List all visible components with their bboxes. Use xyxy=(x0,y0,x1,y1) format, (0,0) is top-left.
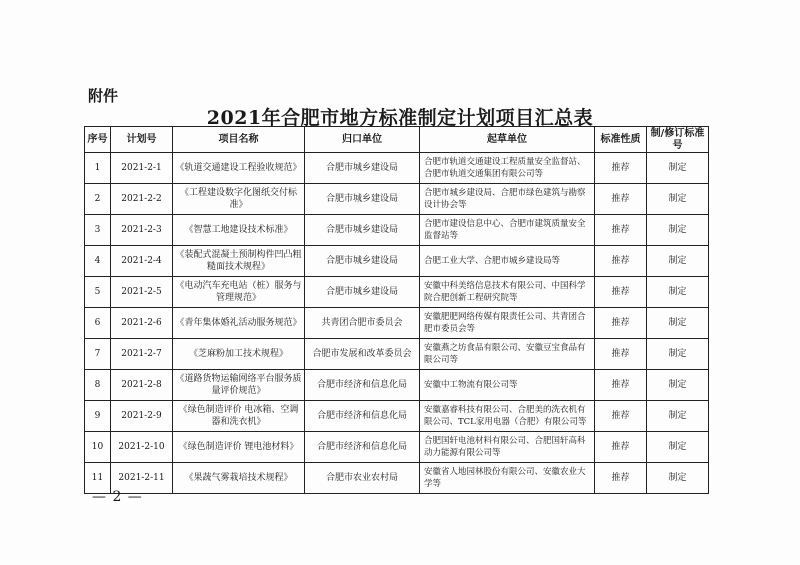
plan-number-cell: 2021-2-11 xyxy=(111,463,173,494)
plan-number-cell: 2021-2-6 xyxy=(111,308,173,339)
row-number-cell: 7 xyxy=(85,339,111,370)
standard-nature-cell: 推荐 xyxy=(595,153,647,184)
project-name-cell: 《智慧工地建设技术标准》 xyxy=(173,215,305,246)
responsible-unit-cell: 合肥市经济和信息化局 xyxy=(305,401,420,432)
plan-number-cell: 2021-2-8 xyxy=(111,370,173,401)
revision-type-cell: 制定 xyxy=(647,463,709,494)
plan-number-cell: 2021-2-5 xyxy=(111,277,173,308)
table-header-row xyxy=(85,127,709,153)
column-header-drafting-unit: 起草单位 xyxy=(420,127,595,153)
row-number-cell: 11 xyxy=(85,463,111,494)
page-number: — 2 — xyxy=(92,489,143,505)
row-number-cell: 2 xyxy=(85,184,111,215)
revision-type-cell: 制定 xyxy=(647,401,709,432)
revision-type-cell: 制定 xyxy=(647,184,709,215)
drafting-unit-cell: 安徽中工物流有限公司等 xyxy=(420,370,595,401)
column-header-no: 序号 xyxy=(85,127,111,153)
table-row xyxy=(85,370,709,401)
drafting-unit-cell: 安徽燕之坊食品有限公司、安徽豆宝食品有限公司等 xyxy=(420,339,595,370)
table-row xyxy=(85,339,709,370)
revision-type-cell: 制定 xyxy=(647,308,709,339)
plan-number-cell: 2021-2-7 xyxy=(111,339,173,370)
table-row xyxy=(85,246,709,277)
plan-number-cell: 2021-2-1 xyxy=(111,153,173,184)
table-row xyxy=(85,215,709,246)
table-row xyxy=(85,153,709,184)
row-number-cell: 4 xyxy=(85,246,111,277)
project-name-cell: 《青年集体婚礼活动服务规范》 xyxy=(173,308,305,339)
revision-type-cell: 制定 xyxy=(647,215,709,246)
project-name-cell: 《绿色制造评价 电冰箱、空调器和洗衣机》 xyxy=(173,401,305,432)
plan-number-cell: 2021-2-10 xyxy=(111,432,173,463)
project-name-cell: 《轨道交通建设工程验收规范》 xyxy=(173,153,305,184)
plan-number-cell: 2021-2-3 xyxy=(111,215,173,246)
project-name-cell: 《工程建设数字化图纸交付标准》 xyxy=(173,184,305,215)
drafting-unit-cell: 安徽中科美络信息技术有限公司、中国科学院合肥创新工程研究院等 xyxy=(420,277,595,308)
revision-type-cell: 制定 xyxy=(647,432,709,463)
project-name-cell: 《装配式混凝土预制构件凹凸粗糙面技术规程》 xyxy=(173,246,305,277)
responsible-unit-cell: 合肥市经济和信息化局 xyxy=(305,370,420,401)
revision-type-cell: 制定 xyxy=(647,370,709,401)
standard-nature-cell: 推荐 xyxy=(595,370,647,401)
standard-nature-cell: 推荐 xyxy=(595,246,647,277)
responsible-unit-cell: 合肥市城乡建设局 xyxy=(305,184,420,215)
drafting-unit-cell: 合肥市轨道交通建设工程质量安全监督站、合肥市轨道交通集团有限公司等 xyxy=(420,153,595,184)
revision-type-cell: 制定 xyxy=(647,153,709,184)
standard-nature-cell: 推荐 xyxy=(595,432,647,463)
revision-type-cell: 制定 xyxy=(647,246,709,277)
standard-nature-cell: 推荐 xyxy=(595,215,647,246)
table-row xyxy=(85,432,709,463)
responsible-unit-cell: 合肥市经济和信息化局 xyxy=(305,432,420,463)
table-row xyxy=(85,184,709,215)
project-name-cell: 《果蔬气雾栽培技术规程》 xyxy=(173,463,305,494)
revision-type-cell: 制定 xyxy=(647,277,709,308)
plan-number-cell: 2021-2-9 xyxy=(111,401,173,432)
column-header-revision-type: 制/修订标准号 xyxy=(647,127,709,153)
column-header-plan-no: 计划号 xyxy=(111,127,173,153)
row-number-cell: 1 xyxy=(85,153,111,184)
drafting-unit-cell: 合肥工业大学、合肥市城乡建设局等 xyxy=(420,246,595,277)
responsible-unit-cell: 共青团合肥市委员会 xyxy=(305,308,420,339)
standard-nature-cell: 推荐 xyxy=(595,277,647,308)
project-name-cell: 《电动汽车充电站（桩）服务与管理规范》 xyxy=(173,277,305,308)
responsible-unit-cell: 合肥市城乡建设局 xyxy=(305,277,420,308)
plan-number-cell: 2021-2-2 xyxy=(111,184,173,215)
table-row xyxy=(85,401,709,432)
standard-nature-cell: 推荐 xyxy=(595,184,647,215)
drafting-unit-cell: 安徽省人地园林股份有限公司、安徽农业大学等 xyxy=(420,463,595,494)
row-number-cell: 8 xyxy=(85,370,111,401)
standard-nature-cell: 推荐 xyxy=(595,463,647,494)
project-name-cell: 《道路货物运输网络平台服务质量评价规范》 xyxy=(173,370,305,401)
responsible-unit-cell: 合肥市城乡建设局 xyxy=(305,153,420,184)
drafting-unit-cell: 合肥国轩电池材料有限公司、合肥国轩高科动力能源有限公司等 xyxy=(420,432,595,463)
page-title: 2021年合肥市地方标准制定计划项目汇总表 xyxy=(206,107,594,129)
responsible-unit-cell: 合肥市城乡建设局 xyxy=(305,246,420,277)
row-number-cell: 9 xyxy=(85,401,111,432)
attachment-label: 附件 xyxy=(88,87,119,105)
table-row xyxy=(85,308,709,339)
drafting-unit-cell: 安徽嘉睿科技有限公司、合肥美的洗衣机有限公司、TCL家用电器（合肥）有限公司等 xyxy=(420,401,595,432)
drafting-unit-cell: 合肥市城乡建设局、合肥市绿色建筑与勘察设计协会等 xyxy=(420,184,595,215)
standard-nature-cell: 推荐 xyxy=(595,308,647,339)
row-number-cell: 6 xyxy=(85,308,111,339)
project-name-cell: 《绿色制造评价 锂电池材料》 xyxy=(173,432,305,463)
responsible-unit-cell: 合肥市发展和改革委员会 xyxy=(305,339,420,370)
column-header-responsible-unit: 归口单位 xyxy=(305,127,420,153)
standard-nature-cell: 推荐 xyxy=(595,339,647,370)
responsible-unit-cell: 合肥市城乡建设局 xyxy=(305,215,420,246)
project-name-cell: 《芝麻粉加工技术规程》 xyxy=(173,339,305,370)
standard-nature-cell: 推荐 xyxy=(595,401,647,432)
drafting-unit-cell: 合肥市建设信息中心、合肥市建筑质量安全监督站等 xyxy=(420,215,595,246)
row-number-cell: 5 xyxy=(85,277,111,308)
row-number-cell: 3 xyxy=(85,215,111,246)
responsible-unit-cell: 合肥市农业农村局 xyxy=(305,463,420,494)
plan-number-cell: 2021-2-4 xyxy=(111,246,173,277)
standards-plan-table xyxy=(84,126,709,494)
table-row xyxy=(85,463,709,494)
column-header-project-name: 项目名称 xyxy=(173,127,305,153)
row-number-cell: 10 xyxy=(85,432,111,463)
revision-type-cell: 制定 xyxy=(647,339,709,370)
column-header-standard-nature: 标准性质 xyxy=(595,127,647,153)
drafting-unit-cell: 安徽肥肥网络传媒有限责任公司、共青团合肥市委员会等 xyxy=(420,308,595,339)
table-row xyxy=(85,277,709,308)
